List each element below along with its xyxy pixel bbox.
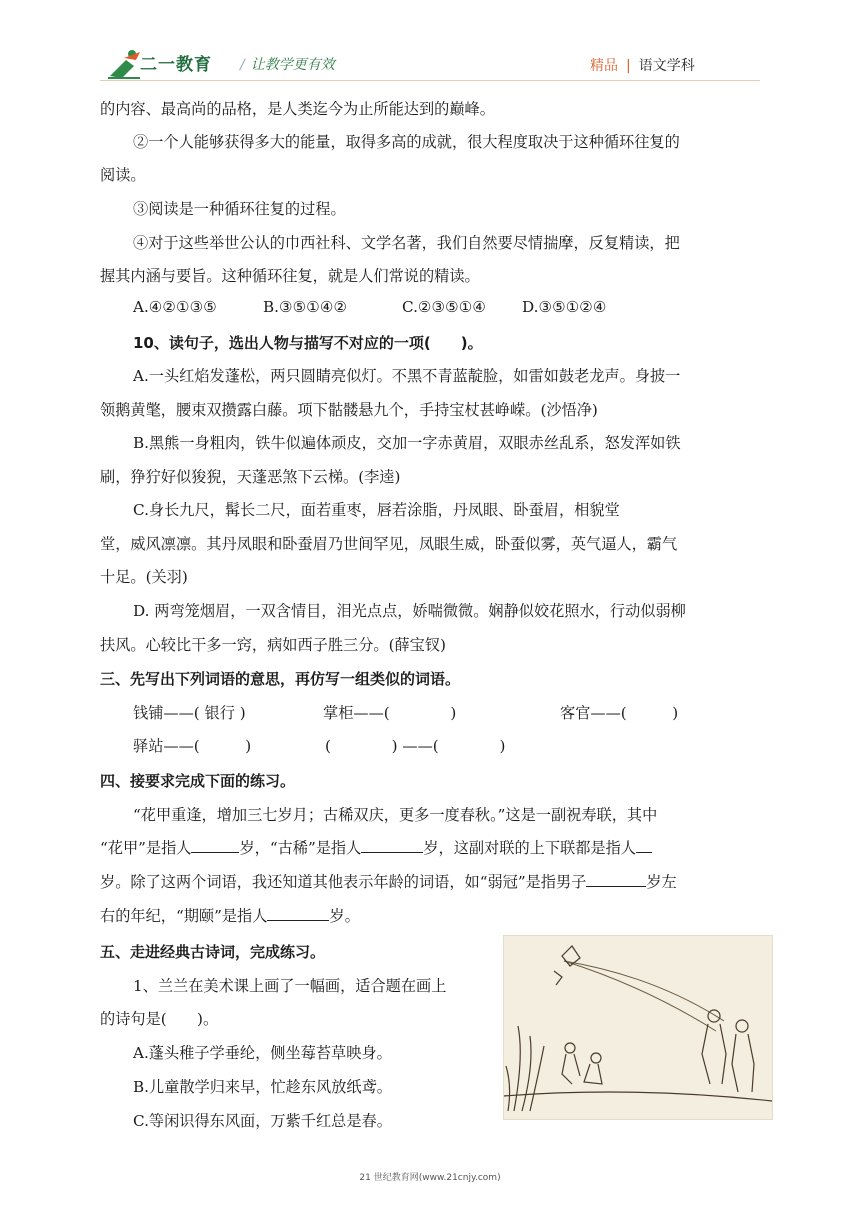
word-pair: ( ) ——( ) (325, 737, 506, 755)
q10-title: 10、读句子，选出人物与描写不对应的一项( )。 (133, 334, 483, 352)
text-line: ④对于这些举世公认的巾西社科、文学名著，我们自然要尽情揣摩，反复精读，把 (133, 234, 680, 252)
header-right: 精品 | 语文学科 (590, 58, 695, 74)
text-segment: 岁，“古稀”是指人 (239, 839, 362, 857)
text-segment: 岁，这副对联的上下联都是指人 (423, 839, 636, 857)
text-segment: 岁。除了这两个词语，我还知道其他表示年龄的词语，如“弱冠”是指男子 (100, 873, 587, 891)
word-pair: 掌柜——( ) (323, 704, 457, 722)
section-3-title: 三、先写出下列词语的意思，再仿写一组类似的词语。 (100, 670, 461, 688)
text-line: “花甲重逢，增加三七岁月；古稀双庆，更多一度春秋。”这是一副祝寿联，其中 (133, 806, 658, 824)
fill-blank[interactable] (191, 838, 239, 853)
kite-children-illustration (503, 935, 773, 1120)
section-4-title: 四、接要求完成下面的练习。 (100, 772, 296, 790)
text-line: 1、兰兰在美术课上画了一幅画，适合题在画上 (133, 977, 447, 995)
fill-blank[interactable] (586, 872, 646, 887)
word-pair: 客官——( ) (560, 704, 679, 722)
text-segment: 右的年纪，“期颐”是指人 (100, 907, 268, 925)
text-line (100, 837, 652, 858)
text-segment: 岁。 (329, 907, 360, 925)
quality-label: 精品 (590, 58, 618, 74)
text-line: 阅读。 (100, 166, 146, 184)
page-header (0, 0, 860, 90)
slogan-text: 让教学更有效 (250, 57, 335, 73)
section-5-title: 五、走进经典古诗词，完成练习。 (100, 943, 326, 961)
text-line: ②一个人能够获得多大的能量，取得多高的成就，很大程度取决于这种循环往复的 (133, 133, 680, 151)
footer-source: 21 世纪教育网(www.21cnjy.com) (359, 1173, 501, 1183)
text-line: 刷，狰狞好似狻猊，天蓬恶煞下云梯。(李逵) (100, 468, 401, 486)
header-divider (100, 80, 760, 81)
fill-blank[interactable] (267, 906, 329, 921)
text-line: 领鹅黄氅，腰束双攒露白藤。项下骷髅悬九个，手持宝杖甚峥嵘。(沙悟净) (100, 401, 598, 419)
q9-option-b: B.③⑤①④② (263, 298, 348, 316)
q9-option-c: C.②③⑤①④ (402, 298, 486, 316)
poem-option-a: A.蓬头稚子学垂纶，侧坐莓苔草映身。 (133, 1044, 392, 1062)
text-segment: “花甲”是指人 (100, 839, 192, 857)
text-line (100, 905, 360, 926)
text-line: 的诗句是( )。 (100, 1010, 219, 1028)
text-line: ③阅读是一种循环往复的过程。 (133, 200, 346, 218)
word-pair: 驿站——( ) (133, 737, 252, 755)
fill-blank[interactable] (361, 838, 423, 853)
text-line: 的内容、最高尚的品格，是人类迄今为止所能达到的巅峰。 (100, 100, 495, 118)
q10-option-d: D. 两弯笼烟眉，一双含情目，泪光点点，娇喘微微。娴静似姣花照水，行动似弱柳 (133, 602, 686, 620)
q9-option-d: D.③⑤①②④ (522, 298, 607, 316)
q10-option-b: B.黑熊一身粗肉，铁牛似遍体顽皮，交加一字赤黄眉，双眼赤丝乱系，怒发浑如铁 (133, 434, 681, 452)
text-line: 堂，威风凛凛。其丹凤眼和卧蚕眉乃世间罕见，凤眼生威，卧蚕似雾，英气逼人，霸气 (100, 535, 678, 553)
poem-option-b: B.儿童散学归来早，忙趁东风放纸鸢。 (133, 1078, 392, 1096)
text-segment: 岁左 (646, 873, 677, 891)
fill-blank[interactable] (636, 838, 652, 853)
poem-option-c: C.等闲识得东风面，万紫千红总是春。 (133, 1112, 392, 1130)
word-pair: 钱铺——( 银行 ) (133, 704, 246, 722)
slogan: / 让教学更有效 (240, 57, 335, 73)
subject-label: 语文学科 (638, 58, 695, 74)
text-line (100, 871, 677, 892)
logo-text: 二一教育 (140, 55, 212, 75)
q10-option-a: A.一头红焰发蓬松，两只圆睛亮似灯。不黑不青蓝靛脸，如雷如鼓老龙声。身披一 (133, 367, 681, 385)
text-line: 十足。(关羽) (100, 568, 188, 586)
q10-option-c: C.身长九尺，髯长二尺，面若重枣，唇若涂脂，丹凤眼、卧蚕眉，相貌堂 (133, 501, 620, 519)
text-line: 握其内涵与要旨。这种循环往复，就是人们常说的精读。 (100, 267, 480, 285)
q9-option-a: A.④②①③⑤ (133, 298, 217, 316)
text-line: 扶风。心较比干多一窍，病如西子胜三分。(薛宝钗) (100, 636, 446, 654)
